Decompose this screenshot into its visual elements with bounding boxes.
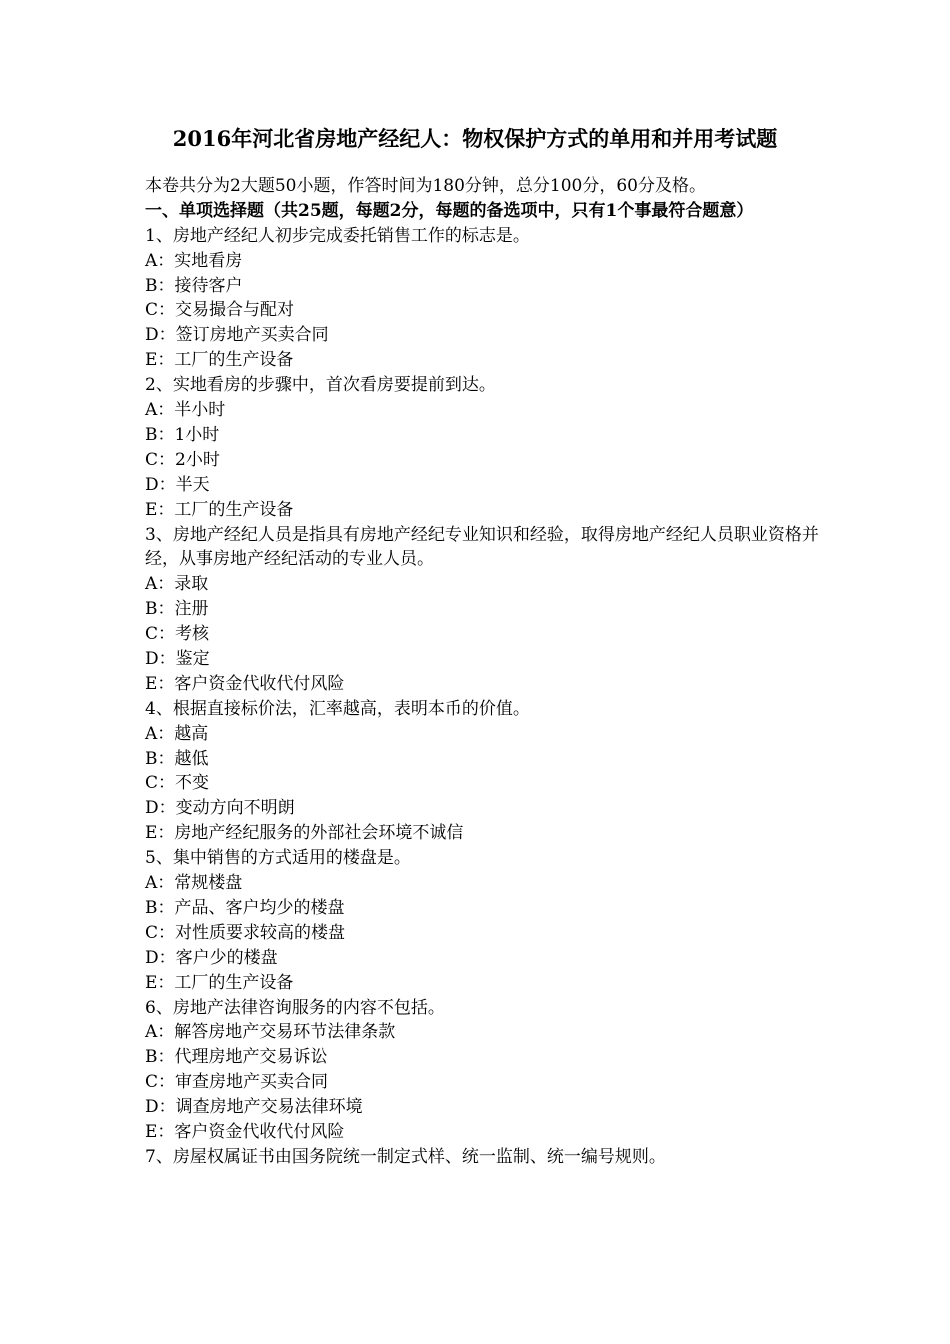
option-a: A：半小时 bbox=[145, 400, 226, 421]
option-e: E：房地产经纪服务的外部社会环境不诚信 bbox=[145, 823, 464, 844]
option-a: A：录取 bbox=[145, 574, 209, 595]
question-5 bbox=[145, 846, 820, 995]
option-d: D：调查房地产交易法律环境 bbox=[145, 1097, 363, 1118]
question-1 bbox=[145, 224, 820, 373]
option-c: C：不变 bbox=[145, 773, 210, 794]
option-b: B：产品、客户均少的楼盘 bbox=[145, 897, 345, 918]
question-7 bbox=[145, 1145, 820, 1170]
option-b: B：注册 bbox=[145, 599, 209, 620]
option-e: E：工厂的生产设备 bbox=[145, 499, 294, 520]
option-e: E：工厂的生产设备 bbox=[145, 350, 294, 371]
option-e: E：客户资金代收代付风险 bbox=[145, 673, 345, 694]
option-e: E：工厂的生产设备 bbox=[145, 972, 294, 993]
question-2 bbox=[145, 373, 820, 522]
option-d: D：变动方向不明朗 bbox=[145, 798, 295, 819]
question-stem: 6、房地产法律咨询服务的内容不包括。 bbox=[145, 997, 445, 1018]
question-4 bbox=[145, 697, 820, 846]
option-b: B：代理房地产交易诉讼 bbox=[145, 1047, 328, 1068]
option-d: D：客户少的楼盘 bbox=[145, 947, 278, 968]
document-body bbox=[145, 174, 820, 1170]
option-c: C：考核 bbox=[145, 624, 210, 645]
option-a: A：实地看房 bbox=[145, 250, 243, 271]
option-d: D：半天 bbox=[145, 474, 210, 495]
question-6 bbox=[145, 996, 820, 1145]
option-b: B：越低 bbox=[145, 748, 209, 769]
question-stem: 1、房地产经纪人初步完成委托销售工作的标志是。 bbox=[145, 225, 530, 246]
question-3 bbox=[145, 523, 820, 697]
option-c: C：审查房地产买卖合同 bbox=[145, 1072, 329, 1093]
option-a: A：解答房地产交易环节法律条款 bbox=[145, 1022, 396, 1043]
option-c: C：对性质要求较高的楼盘 bbox=[145, 922, 346, 943]
option-b: B：1小时 bbox=[145, 424, 220, 445]
option-e: E：客户资金代收代付风险 bbox=[145, 1121, 345, 1142]
section-heading: 一、单项选择题（共25题，每题2分，每题的备选项中，只有1个事最符合题意） bbox=[145, 200, 754, 221]
question-stem: 3、房地产经纪人员是指具有房地产经纪专业知识和经验，取得房地产经纪人员职业资格并经，从事房地产经纪活动的专业人员。 bbox=[145, 524, 819, 570]
document-title: 2016年河北省房地产经纪人：物权保护方式的单用和并用考试题 bbox=[172, 126, 778, 151]
question-stem: 2、实地看房的步骤中，首次看房要提前到达。 bbox=[145, 375, 496, 396]
exam-intro: 本卷共分为2大题50小题，作答时间为180分钟，总分100分，60分及格。 bbox=[145, 176, 706, 196]
option-b: B：接待客户 bbox=[145, 275, 243, 296]
option-d: D：鉴定 bbox=[145, 649, 210, 669]
option-a: A：常规楼盘 bbox=[145, 873, 243, 894]
question-stem: 7、房屋权属证书由国务院统一制定式样、统一监制、统一编号规则。 bbox=[145, 1146, 666, 1167]
question-stem: 4、根据直接标价法，汇率越高，表明本币的价值。 bbox=[145, 698, 530, 719]
option-d: D：签订房地产买卖合同 bbox=[145, 325, 329, 346]
option-c: C：2小时 bbox=[145, 449, 220, 470]
option-a: A：越高 bbox=[145, 723, 209, 744]
option-c: C：交易撮合与配对 bbox=[145, 300, 295, 321]
question-stem: 5、集中销售的方式适用的楼盘是。 bbox=[145, 848, 411, 869]
